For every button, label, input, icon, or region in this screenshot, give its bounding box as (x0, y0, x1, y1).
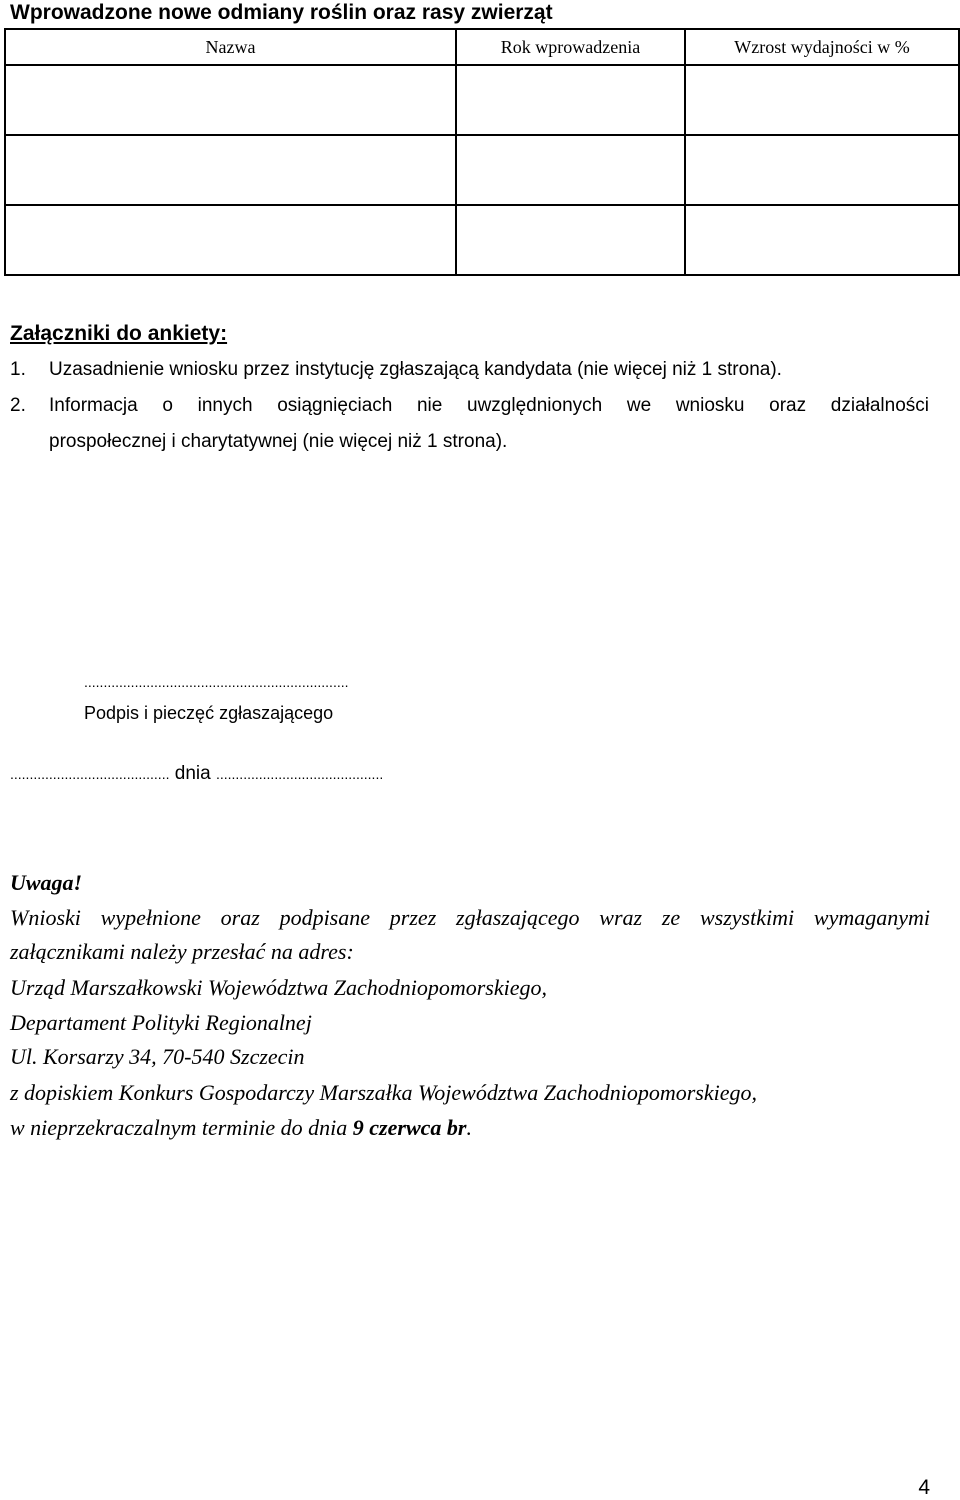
deadline-suffix: . (466, 1115, 472, 1140)
table-cell[interactable] (5, 205, 456, 275)
table-header-row (5, 29, 959, 65)
attachments-title: Załączniki do ankiety: (10, 322, 228, 345)
table-cell[interactable] (5, 135, 456, 205)
table-cell[interactable] (5, 65, 456, 135)
header-wzrost-wydajnosci: Wzrost wydajności w % (685, 29, 959, 65)
note-title: Uwaga! (10, 870, 83, 895)
table-row (5, 135, 959, 205)
note-address-line: Urząd Marszałkowski Województwa Zachodniopomorskiego, (10, 975, 547, 1000)
table-cell[interactable] (456, 65, 685, 135)
header-nazwa: Nazwa (5, 29, 456, 65)
date-word: dnia (174, 763, 211, 784)
note-address-line: Departament Polityki Regionalnej (10, 1010, 312, 1035)
attachment-number: 1. (10, 359, 26, 380)
date-line (10, 762, 383, 786)
attachment-item-2 (0, 394, 960, 454)
note-address-line: Ul. Korsarzy 34, 70-540 Szczecin (10, 1044, 305, 1069)
table-row (5, 65, 959, 135)
date-dots-left: ......................................... (10, 766, 170, 782)
page-number: 4 (918, 1476, 930, 1499)
table-cell[interactable] (456, 135, 685, 205)
plant-varieties-table (4, 28, 960, 276)
note-deadline-line (10, 1114, 472, 1142)
table-row (5, 205, 959, 275)
note-line: załącznikami należy przesłać na adres: (10, 939, 354, 964)
signature-label: Podpis i pieczęć zgłaszającego (84, 703, 334, 723)
table-cell[interactable] (685, 135, 959, 205)
signature-dots: .................................................................... (84, 674, 349, 690)
table-cell[interactable] (685, 65, 959, 135)
attachment-text-line1: Informacja o innych osiągnięciach nie uwzględnionych we wniosku oraz działalności (49, 395, 929, 416)
deadline-date: 9 czerwca br (352, 1115, 467, 1140)
table-cell[interactable] (456, 205, 685, 275)
date-dots-right: ........................................... (215, 766, 384, 782)
note-line: z dopiskiem Konkurs Gospodarczy Marszałka Województwa Zachodniopomorskiego, (10, 1080, 757, 1105)
attachment-text: Uzasadnienie wniosku przez instytucję zgłaszającą kandydata (nie więcej niż 1 strona). (49, 359, 782, 380)
table-cell[interactable] (685, 205, 959, 275)
attachment-item-1 (0, 358, 960, 382)
deadline-prefix: w nieprzekraczalnym terminie do dnia (10, 1115, 353, 1140)
section-heading: Wprowadzone nowe odmiany roślin oraz rasy zwierząt (10, 1, 553, 24)
note-line: Wnioski wypełnione oraz podpisane przez zgłaszającego wraz ze wszystkimi wymaganymi (10, 905, 930, 930)
header-rok-wprowadzenia: Rok wprowadzenia (456, 29, 685, 65)
attachment-text-line2: prospołecznej i charytatywnej (nie więcej niż 1 strona). (49, 431, 508, 452)
attachment-number: 2. (10, 395, 26, 416)
